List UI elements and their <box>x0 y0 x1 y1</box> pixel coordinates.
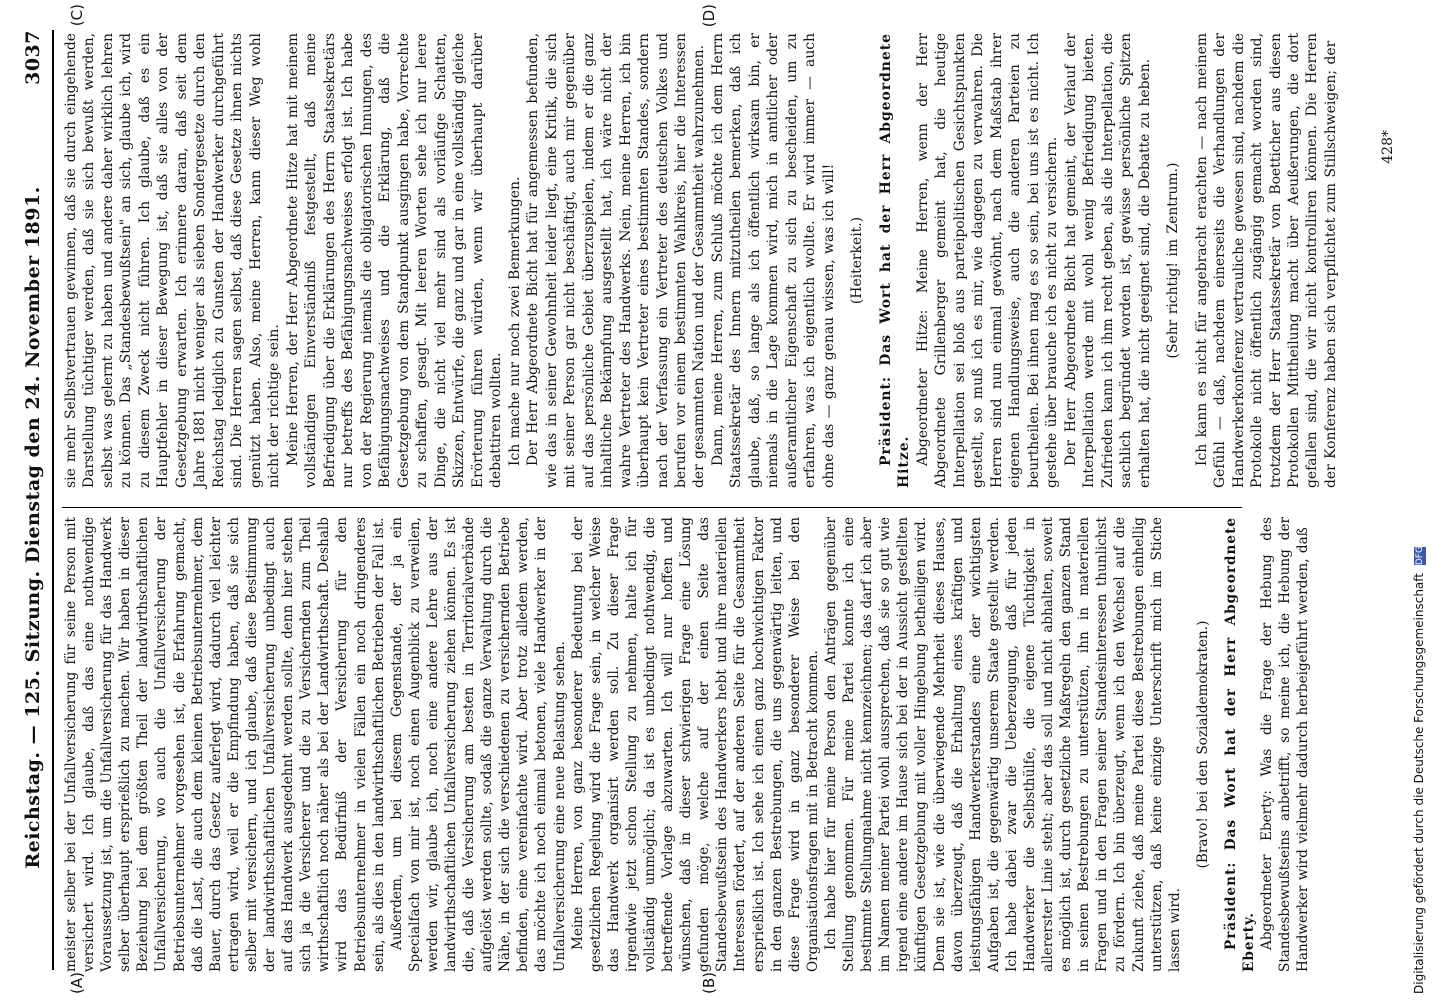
president-line: Präsident: Das Wort hat der Herr Abgeordnete Hitze. <box>877 33 913 488</box>
paragraph: sie mehr Selbstvertrauen gewinnen, daß sie durch eingehende Darstellung tüchtiger werden, daß sie sich bewußt werden, selbst was gelernt zu haben und andere daher wirklich lehren zu können. Das „Standesbewußtsein" an sich, glaube ich, wird zu diesem Zweck nicht führen. Ich glaube, daß es ein Hauptfehler in dieser Bewegung ist, daß sie alles von der Gesetzgebung erwarten. Ich erinnere daran, daß seit dem Jahre 1881 nicht weniger als sieben Sondergesetze durch den Reichstag lediglich zu Gunsten der Handwerker durchgeführt sind. Die Herren sagen selbst, daß diese Gesetze ihnen nichts genützt haben. Also, meine Herren, kann dieser Weg wohl nicht der richtige sein. <box>63 33 283 488</box>
dfg-logo: DFG <box>1414 546 1425 566</box>
header-title: Reichstag. — 125. Sitzung. Dienstag den 24. November 1891. <box>22 186 44 869</box>
paragraph: meister selber bei der Unfallversicherung für seine Person mit versichert wird. Ich glaube, daß das eine nothwendige Voraussetzung ist, um die Unfallversicherung für das Handwerk selber überhaupt ersprießlich zu machen. Wir haben in dieser Beziehung bei dem größten Theil der landwirthschaftlichen Unfallversicherung, wo auch die Unfallversicherung der Betriebsunternehmer vorgesehen ist, die Erfahrung gemacht, daß die Last, die auch dem kleinen Betriebsunternehmer, dem Bauer, durch das Gesetz auferlegt wird, dadurch viel leichter ertragen wird, weil er die Empfindung haben, daß sie sich selber mit versichern, und ich glaube, daß diese Bestimmung der landwirthschaftlichen Unfallversicherung unbedingt auch auf das Handwerk ausgedehnt werden sollte, denn hier stehen sich ja die Versicherer und die zu Versichernden zum Theil wirthschaftlich noch näher als bei der Landwirthschaft. Deshalb wird das Bedürfniß der Versicherung für den Betriebsunternehmer in vielen Fällen ein noch dringenderes sein, als dies in den landwirthschaftlichen Betrieben der Fall ist. <box>63 517 387 972</box>
paragraph: Außerdem, um bei diesem Gegenstande, der ja ein Specialfach von mir ist, noch einen Augenblick zu verweilen, werden wir, glaube ich, noch eine andere Lehre aus der landwirthschaftlichen Unfallversicherung ziehen können. Es ist die, daß die Versicherung am besten in Territorialverbände aufgelöst werden sollte, sodaß die ganze Verwaltung durch die Nähe, in der sich die verschiedenen zu versichernden Betriebe befinden, eine vereinfachte wird. Aber trotz alledem werden, das möchte ich noch einmal betonen, viele Handwerker in der Unfallversicherung eine neue Belastung sehen. <box>388 517 568 972</box>
paragraph: Der Herr Abgeordnete Bicht hat für angemessen befunden, wie das in seiner Gewohnheit leider liegt, eine Kritik, die sich mit seiner Person gar nicht beschäftigt, auch mir gegenüber auf das persönliche Gebiet überzuspielen, indem er die ganz inhaltliche Bekämpfung ausgestellt hat, ich wäre nicht der wahre Vertreter des Handwerks. Nein, meine Herren, ich bin überhaupt kein Vertreter eines bestimmten Standes, sondern nach der Verfassung ein Vertreter des deutschen Volkes und berufen vor einem bestimmten Wahlkreis, hier die Interessen der gesammten Nation und der Gesammtheit wahrzunehmen. <box>525 33 708 488</box>
stage-direction: (Heiterkeit.) <box>849 216 866 305</box>
left-column <box>62 517 1312 972</box>
stage-direction: (Sehr richtig! im Zentrum.) <box>1165 162 1182 359</box>
margin-mark-c: (C) <box>68 4 86 27</box>
paragraph: Abgeordneter Eberty: Was die Frage der Hebung des Standesbewußtseins anbetrifft, so meine ich, die Hebung der Handwerker wird vielmehr dadurch herbeigeführt werden, daß <box>1259 517 1312 972</box>
paragraph: Ich habe hier für meine Person den Anträgen gegenüber Stellung genommen. Für meine Partei konnte ich eine bestimmte Stellungnahme nicht kennzeichnen; das darf ich aber im Namen meiner Partei wohl aussprechen, daß sie so gut wie irgend eine andere im Hause sich bei der in Aussicht gestellten künftigen Gesetzgebung mit voller Hingebung betheiligen wird. Denn sie ist, wie die überwiegende Mehrheit dieses Hauses, davon überzeugt, daß die Erhaltung eines kräftigen und leistungsfähigen Handwerkerstandes eine der wichtigsten Aufgaben ist, die gegenwärtig unserem Staate gestellt werden. Ich habe dabei zwar die Ueberzeugung, daß für jeden Handwerker die Selbsthülfe, die eigene Tüchtigkeit in allererster Linie steht; aber das soll und nicht abhalten, soweit es möglich ist, durch gesetzliche Maßregeln den ganzen Stand in seinen Bestrebungen zu unterstützen, ihn in materiellen Fragen und in den Fragen seiner Standesinteressen thunlichst zu fördern. Ich bin überzeugt, wenn ich den Wechsel auf die Zukunft ziehe, daß meine Partei diese Bestrebungen einhellig unterstützen, daß keine einzige Unterschrift mich im Stiche lassen wird. <box>822 517 1183 972</box>
digitization-credit <box>1412 547 1426 994</box>
header-rule <box>52 30 54 970</box>
margin-mark-a: (A) <box>68 972 86 994</box>
page-header <box>18 30 48 970</box>
paragraph: Abgeordneter Hitze: Meine Herren, wenn der Herr Abgeordnete Grillenberger gemeint hat, die heutige Interpellation sei bloß aus parteipolitischen Gesichtspunkten gestellt, so muß ich es mir, wie dagegen zu verwahren. Die Herren sind nun einmal gewöhnt, nach dem Maßstab ihrer eigenen Handlungsweise, auch die anderen Parteien zu beurtheilen. Bei ihnen mag es so sein, bei uns ist es nicht. Ich gestehe über brauche ich es nicht zu versichern. <box>914 33 1061 488</box>
signature-number: 428* <box>1380 130 1396 164</box>
credit-text: Digitalisierung gefördert durch die Deutsche Forschungsgemeinschaft <box>1412 572 1426 994</box>
president-line: Präsident: Das Wort hat der Herr Abgeordnete Eberty. <box>1222 517 1257 972</box>
paragraph: Ich mache nur noch zwei Bemerkungen. <box>506 176 523 466</box>
paragraph: Der Herr Abgeordnete Bicht hat gemeint, der Verlauf der Interpellation werde mit wohl wenig Befriedigung bieten. Zufrieden kann ich ihm recht geben, als die Interpellation, die sachlich begründet worden ist, gewisse persönliche Spitzen erhalten hat, die nicht geeignet sind, die Debatte zu heben. <box>1062 33 1153 488</box>
paragraph: Ich kann es nicht für angebracht erachten — nach meinem Gefühl — daß, nachdem einerseits die Verhandlungen der Handwerkerkonferenz vertrauliche gewesen sind, nachdem die Protokolle nicht öffentlich zugängig gemacht worden sind, trotzdem der Herr Staatssekretär von Boetticher aus diesen Protokollen Mittheilung macht über Aeußerungen, die dort gefallen sind, die wir nicht kontrolliren können. Die Herren der Konferenz haben sich verpflichtet zum Stillschweigen; der <box>1193 33 1339 488</box>
paragraph: Meine Herren, von ganz besonderer Bedeutung bei der gesetzlichen Regelung wird die Frage sein, in welcher Weise das Handwerk organisirt werden soll. Zu dieser Frage irgendwie jetzt schon Stellung zu nehmen, halte ich für vollständig unmöglich; da ist es unbedingt nothwendig, die betreffende Vorlage abzuwarten. Ich will nur hoffen und wünschen, daß in dieser schwierigen Frage eine Lösung gefunden möge, welche auf der einen Seite das Standesbewußtsein des Handwerkers hebt und ihre materiellen Interessen fördert, auf der anderen Seite für die Gesammtheit ersprießlich ist. Ich sehe ich einen ganz hochwichtigen Faktor in den ganzen Bestrebungen, die uns gegenwärtig leiten, und diese Frage wird in ganz besonderer Weise bei den Organisationsfragen mit in Betracht kommen. <box>569 517 821 972</box>
margin-mark-d: (D) <box>700 4 718 28</box>
margin-mark-b: (B) <box>700 972 718 994</box>
right-column <box>62 33 1340 488</box>
paragraph: Dann, meine Herren, zum Schluß möchte ich dem Herrn Staatssekretär des Innern mitzutheilen bemerken, daß ich glaube, daß, so lange als ich öffentlich wirksam bin, er niemals in die Lage kommen wird, mich in amtlicher oder außeramtlicher Eigenschaft zu sich zu bescheiden, um zu erfahren, was ich eigentlich wollte. Er wird immer — auch ohne das — ganz genau wissen, was ich will! <box>709 33 837 488</box>
paragraph: Meine Herren, der Herr Abgeordnete Hitze hat mit meinem vollständigen Einverständniß festgestellt, daß meine Befriedigung über die Erklärungen des Herrn Staatssekretärs nur betreffs des Befähigungsnachweises erfolgt ist. Ich habe von der Regierung niemals die obligatorischen Innungen, des Befähigungsnachweises und die Erklärung, daß die Gesetzgebung von dem Standpunkt ausgingen habe, Vorrechte zu schaffen, gesagt. Mit leeren Worten sehe ich nur leere Dinge, die nicht viel mehr sind als vorläufige Schatten, Skizzen, Entwürfe, die ganz und gar in eine vollständig gleiche Erörterung führen würden, wenn wir überhaupt darüber debattiren wollten. <box>284 33 505 488</box>
header-page-number: 3037 <box>22 30 44 85</box>
stage-direction: (Bravo! bei den Sozialdemokraten.) <box>1194 620 1211 869</box>
column-divider <box>62 507 1242 508</box>
